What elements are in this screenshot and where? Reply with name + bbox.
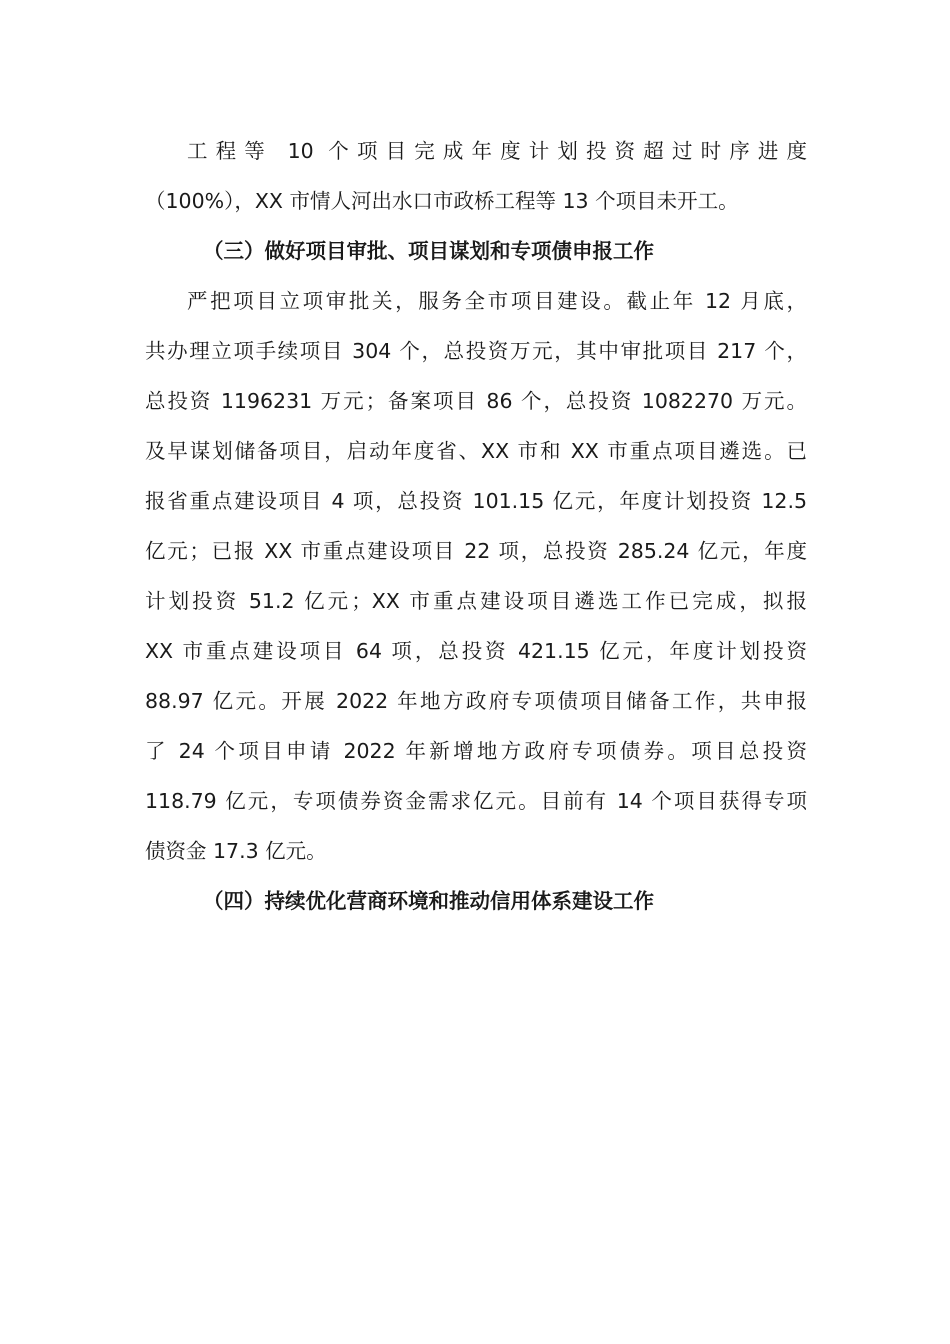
text-line: XX 市重点建设项目 64 项，总投资 421.15 亿元，年度计划投资: [145, 639, 807, 663]
text-line: 88.97 亿元。开展 2022 年地方政府专项债项目储备工作，共申报: [145, 689, 807, 713]
text-line: 工程等 10 个项目完成年度计划投资超过时序进度: [187, 139, 807, 163]
section-heading: （四）持续优化营商环境和推动信用体系建设工作: [203, 889, 654, 913]
document-page: [145, 126, 807, 926]
text-line: （100%），XX 市情人河出水口市政桥工程等 13 个项目未开工。: [145, 189, 739, 213]
text-line: 118.79 亿元，专项债券资金需求亿元。目前有 14 个项目获得专项: [145, 789, 807, 813]
text-line: 总投资 1196231 万元；备案项目 86 个，总投资 1082270 万元。: [145, 389, 807, 413]
section-heading: （三）做好项目审批、项目谋划和专项债申报工作: [203, 239, 654, 263]
text-line: 计划投资 51.2 亿元；XX 市重点建设项目遴选工作已完成，拟报: [145, 589, 807, 613]
text-line: 及早谋划储备项目，启动年度省、XX 市和 XX 市重点项目遴选。已: [145, 439, 807, 463]
text-line: 了 24 个项目申请 2022 年新增地方政府专项债券。项目总投资: [145, 739, 807, 763]
text-line: 严把项目立项审批关，服务全市项目建设。截止年 12 月底，: [187, 289, 807, 313]
text-line: 亿元；已报 XX 市重点建设项目 22 项，总投资 285.24 亿元，年度: [145, 539, 807, 563]
text-line: 报省重点建设项目 4 项，总投资 101.15 亿元，年度计划投资 12.5: [145, 489, 807, 513]
text-line: 共办理立项手续项目 304 个，总投资万元，其中审批项目 217 个，: [145, 339, 807, 363]
text-line: 债资金 17.3 亿元。: [145, 839, 327, 863]
